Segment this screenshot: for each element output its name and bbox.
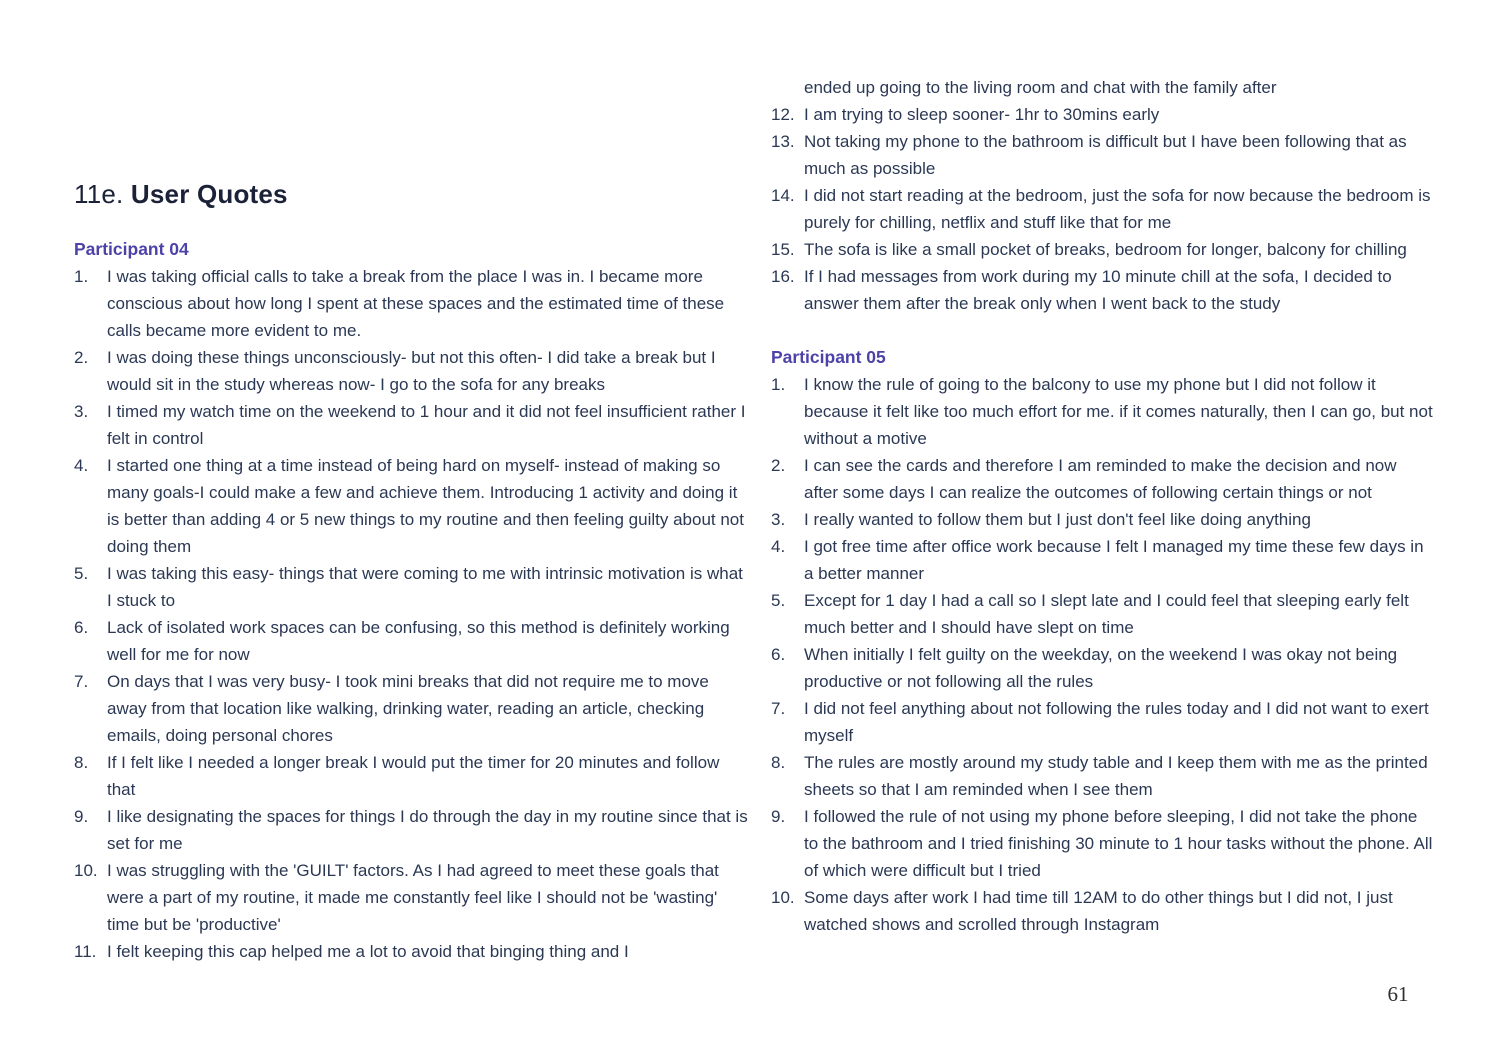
quote-number: 9. <box>771 807 786 826</box>
quote-number: 11. <box>74 942 97 961</box>
quote-number: 1. <box>771 375 786 394</box>
quote-text: I know the rule of going to the balcony to use my phone but I did not follow it because it felt like too much effort for me. if it comes naturally, then I can go, but not without a motive <box>804 375 1433 448</box>
quote-number: 8. <box>74 753 89 772</box>
quote-number: 3. <box>74 402 89 421</box>
quote-number: 14. <box>771 186 795 205</box>
quote-item <box>771 695 1435 749</box>
quote-text: I am trying to sleep sooner- 1hr to 30mins early <box>804 105 1160 124</box>
quote-item <box>74 938 748 965</box>
quote-item <box>771 371 1435 452</box>
section-title: User Quotes <box>130 179 288 209</box>
quote-text: Some days after work I had time till 12AM to do other things but I did not, I just watched shows and scrolled through Instagram <box>804 888 1393 934</box>
page-number: 61 <box>1387 982 1409 1006</box>
quote-item <box>771 587 1435 641</box>
quote-number: 16. <box>771 267 795 286</box>
quote-number: 8. <box>771 753 786 772</box>
quote-text: If I felt like I needed a longer break I would put the timer for 20 minutes and follow that <box>107 753 720 799</box>
quote-number: 7. <box>771 699 786 718</box>
quote-number: 6. <box>74 618 89 637</box>
quote-number: 4. <box>771 537 786 556</box>
quote-text: Except for 1 day I had a call so I slept late and I could feel that sleeping early felt much better and I should have slept on time <box>804 591 1409 637</box>
quote-item <box>771 128 1435 182</box>
quote-item <box>771 641 1435 695</box>
quote-item <box>74 398 748 452</box>
quote-number: 2. <box>74 348 89 367</box>
quote-text: I really wanted to follow them but I just don't feel like doing anything <box>804 510 1311 529</box>
quote-text: I started one thing at a time instead of being hard on myself- instead of making so many goals-I could make a few and achieve them. Introducing 1 activity and doing it is better than adding 4 or 5 new things to my routine and then feeling guilty about not doing them <box>107 456 744 556</box>
quote-number: 15. <box>771 240 795 259</box>
quote-text: I felt keeping this cap helped me a lot to avoid that binging thing and I <box>107 942 629 961</box>
quote-item <box>74 668 748 749</box>
quote-item <box>74 614 748 668</box>
participant-04-quote-list <box>74 263 748 965</box>
participant-05-header: Participant 05 <box>771 347 886 367</box>
quote-item <box>74 560 748 614</box>
quote-item <box>771 506 1435 533</box>
quote-text: Not taking my phone to the bathroom is difficult but I have been following that as much as possible <box>804 132 1407 178</box>
quote-number: 4. <box>74 456 89 475</box>
quote-text: When initially I felt guilty on the weekday, on the weekend I was okay not being productive or not following all the rules <box>804 645 1398 691</box>
quote-text: If I had messages from work during my 10 minute chill at the sofa, I decided to answer them after the break only when I went back to the study <box>804 267 1392 313</box>
quote-text: ended up going to the living room and chat with the family after <box>804 78 1277 97</box>
right-column <box>771 74 1435 938</box>
quote-item <box>771 533 1435 587</box>
quote-item <box>771 884 1435 938</box>
participant-04-header: Participant 04 <box>74 239 189 259</box>
quote-item <box>74 452 748 560</box>
quote-number: 3. <box>771 510 786 529</box>
quote-text: I was taking official calls to take a break from the place I was in. I became more conscious about how long I spent at these spaces and the estimated time of these calls became more evident to me. <box>107 267 725 340</box>
quote-number: 13. <box>771 132 795 151</box>
quote-number: 10. <box>771 888 795 907</box>
quote-text: On days that I was very busy- I took mini breaks that did not require me to move away from that location like walking, drinking water, reading an article, checking emails, doing personal chores <box>107 672 709 745</box>
quote-item <box>771 803 1435 884</box>
quote-text: I timed my watch time on the weekend to 1 hour and it did not feel insufficient rather I felt in control <box>107 402 746 448</box>
quote-text: I did not start reading at the bedroom, just the sofa for now because the bedroom is purely for chilling, netflix and stuff like that for me <box>804 186 1431 232</box>
quote-text: I was taking this easy- things that were coming to me with intrinsic motivation is what I stuck to <box>107 564 743 610</box>
participant-04-quote-list-continued <box>771 74 1435 317</box>
quote-text: I like designating the spaces for things I do through the day in my routine since that is set for me <box>107 807 748 853</box>
quote-item <box>771 74 1435 101</box>
quote-number: 2. <box>771 456 786 475</box>
quote-number: 12. <box>771 105 795 124</box>
quote-text: The rules are mostly around my study table and I keep them with me as the printed sheets so that I am reminded when I see them <box>804 753 1428 799</box>
quote-text: Lack of isolated work spaces can be confusing, so this method is definitely working well for me for now <box>107 618 730 664</box>
quote-number: 5. <box>771 591 786 610</box>
quote-item <box>771 452 1435 506</box>
quote-number: 5. <box>74 564 89 583</box>
quote-item <box>771 182 1435 236</box>
page-title <box>74 178 748 210</box>
participant-05-quote-list <box>771 371 1435 938</box>
quote-item <box>771 101 1435 128</box>
quote-text: I got free time after office work because I felt I managed my time these few days in a better manner <box>804 537 1424 583</box>
quote-text: I was struggling with the 'GUILT' factors. As I had agreed to meet these goals that were a part of my routine, it made me constantly feel like I should not be 'wasting' time but be 'productive' <box>107 861 719 934</box>
quote-item <box>771 236 1435 263</box>
quote-number: 10. <box>74 861 98 880</box>
quote-number: 7. <box>74 672 89 691</box>
quote-item <box>74 263 748 344</box>
left-column <box>74 178 748 965</box>
quote-item <box>771 749 1435 803</box>
quote-item <box>74 344 748 398</box>
quote-item <box>74 857 748 938</box>
quote-text: I was doing these things unconsciously- but not this often- I did take a break but I would sit in the study whereas now- I go to the sofa for any breaks <box>107 348 716 394</box>
quote-number: 9. <box>74 807 89 826</box>
quote-text: I did not feel anything about not following the rules today and I did not want to exert myself <box>804 699 1429 745</box>
quote-text: I can see the cards and therefore I am reminded to make the decision and now after some days I can realize the outcomes of following certain things or not <box>804 456 1397 502</box>
quote-number: 6. <box>771 645 786 664</box>
quote-text: I followed the rule of not using my phone before sleeping, I did not take the phone to the bathroom and I tried finishing 30 minute to 1 hour tasks without the phone. All of which were difficult but I tried <box>804 807 1433 880</box>
quote-number: 1. <box>74 267 89 286</box>
quote-text: The sofa is like a small pocket of breaks, bedroom for longer, balcony for chilling <box>804 240 1407 259</box>
section-number: 11e. <box>74 179 131 209</box>
quote-item <box>74 749 748 803</box>
quote-item <box>771 263 1435 317</box>
quote-item <box>74 803 748 857</box>
